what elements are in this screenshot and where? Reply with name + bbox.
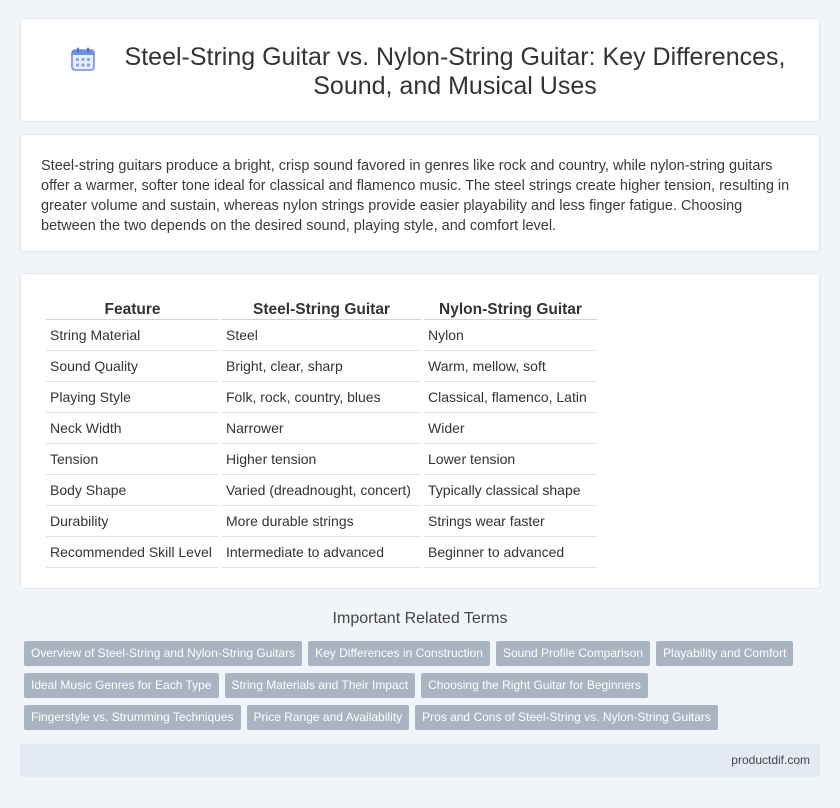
- table-cell: Strings wear faster: [424, 506, 597, 537]
- comparison-card: [20, 273, 820, 589]
- page-title: Steel-String Guitar vs. Nylon-String Guitar: Key Differences, Sound, and Musical Uses: [124, 43, 786, 100]
- table-cell: Folk, rock, country, blues: [222, 382, 421, 413]
- intro-card: [20, 134, 820, 252]
- table-cell: Typically classical shape: [424, 475, 597, 506]
- calendar-icon: [70, 46, 96, 72]
- table-cell: Warm, mellow, soft: [424, 351, 597, 382]
- table-row: [46, 351, 597, 382]
- related-terms-tags: [24, 641, 824, 737]
- table-cell: Sound Quality: [46, 351, 219, 382]
- related-tag[interactable]: String Materials and Their Impact: [225, 673, 416, 698]
- table-cell: Classical, flamenco, Latin: [424, 382, 597, 413]
- related-tag[interactable]: Overview of Steel-String and Nylon-String Guitars: [24, 641, 302, 666]
- table-cell: Steel: [222, 320, 421, 351]
- table-cell: Durability: [46, 506, 219, 537]
- table-row: [46, 413, 597, 444]
- tag-row: [24, 673, 824, 705]
- table-cell: Neck Width: [46, 413, 219, 444]
- header-nylon-string: Nylon-String Guitar: [424, 296, 597, 320]
- table-cell: Wider: [424, 413, 597, 444]
- footer: [20, 744, 820, 777]
- table-cell: Lower tension: [424, 444, 597, 475]
- table-cell: Playing Style: [46, 382, 219, 413]
- table-cell: Narrower: [222, 413, 421, 444]
- related-tag[interactable]: Sound Profile Comparison: [496, 641, 650, 666]
- title-card: [20, 18, 820, 122]
- table-row: [46, 382, 597, 413]
- tag-row: [24, 641, 824, 673]
- footer-site-link[interactable]: productdif.com: [731, 753, 810, 767]
- related-tag[interactable]: Price Range and Availability: [247, 705, 410, 730]
- header-feature: Feature: [46, 296, 219, 320]
- table-header-row: [46, 296, 597, 320]
- table-row: [46, 444, 597, 475]
- table-cell: String Material: [46, 320, 219, 351]
- table-cell: More durable strings: [222, 506, 421, 537]
- header-steel-string: Steel-String Guitar: [222, 296, 421, 320]
- table-cell: Beginner to advanced: [424, 537, 597, 568]
- table-cell: Intermediate to advanced: [222, 537, 421, 568]
- related-tag[interactable]: Playability and Comfort: [656, 641, 793, 666]
- table-row: [46, 475, 597, 506]
- table-row: [46, 320, 597, 351]
- related-tag[interactable]: Fingerstyle vs. Strumming Techniques: [24, 705, 241, 730]
- table-cell: Body Shape: [46, 475, 219, 506]
- related-tag[interactable]: Choosing the Right Guitar for Beginners: [421, 673, 648, 698]
- intro-paragraph: Steel-string guitars produce a bright, crisp sound favored in genres like rock and country, while nylon-string guitars offer a warmer, softer tone ideal for classical and flamenco music. The steel strings create higher tension, resulting in greater volume and sustain, whereas nylon strings provide easier playability and less finger fatigue. Choosing between the two depends on the desired sound, playing style, and comfort level.: [41, 158, 790, 234]
- related-tag[interactable]: Pros and Cons of Steel-String vs. Nylon-String Guitars: [415, 705, 718, 730]
- table-cell: Tension: [46, 444, 219, 475]
- comparison-table: [43, 296, 600, 568]
- related-tag[interactable]: Key Differences in Construction: [308, 641, 490, 666]
- table-cell: Varied (dreadnought, concert): [222, 475, 421, 506]
- table-cell: Higher tension: [222, 444, 421, 475]
- table-cell: Nylon: [424, 320, 597, 351]
- table-row: [46, 537, 597, 568]
- tag-row: [24, 705, 824, 737]
- related-tag[interactable]: Ideal Music Genres for Each Type: [24, 673, 219, 698]
- related-terms-title: Important Related Terms: [332, 610, 508, 627]
- table-row: [46, 506, 597, 537]
- table-cell: Bright, clear, sharp: [222, 351, 421, 382]
- table-cell: Recommended Skill Level: [46, 537, 219, 568]
